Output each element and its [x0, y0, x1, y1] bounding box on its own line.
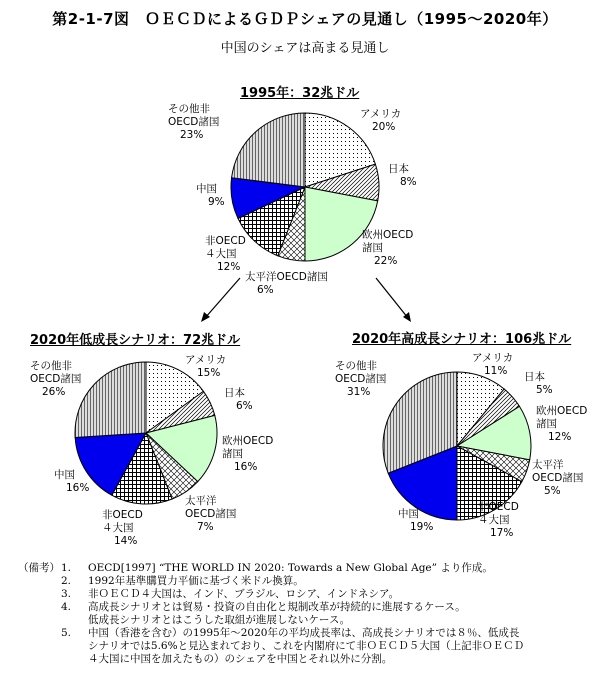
slice-label-0-0: アメリカ 20% — [360, 108, 402, 133]
slice-label-2-6: その他非 OECD諸国 31% — [335, 360, 387, 398]
note-number: 2. — [61, 575, 72, 587]
pie-2020-high-title: 2020年高成長シナリオ：106兆ドル — [352, 332, 572, 347]
slice-label-0-2: 欧州OECD 諸国 22% — [362, 229, 414, 267]
pie-1995-title: 1995年：32兆ドル — [240, 86, 360, 101]
note-number: 4. — [61, 601, 72, 613]
slice-label-0-1: 日本 8% — [388, 163, 417, 188]
note-text: 非ＯＥＣＤ４大国は、インド、ブラジル、ロシア、インドネシア。 — [88, 588, 400, 600]
note-heading — [18, 627, 61, 640]
figure-subtitle: 中国のシェアは高まる見通し — [220, 41, 390, 56]
arrow-to-low-scenario — [201, 278, 240, 322]
figure-title: 第2-1-7図 ＯＥＣＤによるＧＤＰシェアの見通し（1995～2020年） — [52, 10, 558, 28]
slice-label-2-4: 非OECD ４大国 17% — [478, 501, 519, 539]
pie-2020-low — [30, 354, 273, 547]
note-number: 3. — [61, 588, 72, 600]
pie-2020-low-title: 2020年低成長シナリオ：72兆ドル — [30, 333, 241, 348]
note-line: シナリオでは5.6%と見込まれており、これを内閣府にて非ＯＥＣＤ５大国（上記非ＯＥＣＤ — [88, 640, 525, 652]
note-line — [18, 575, 608, 588]
note-text: 高成長シナリオとは貿易・投資の自由化と規制改革が持続的に進展するケース。 — [88, 601, 466, 613]
note-number: 1. — [61, 562, 72, 574]
slice-label-1-1: 日本 6% — [224, 387, 253, 412]
note-heading — [18, 588, 61, 601]
note-heading — [18, 601, 61, 614]
slice-label-2-5: 中国 19% — [398, 508, 434, 533]
pie-slice-0-6 — [232, 113, 305, 187]
note-number: 5. — [61, 627, 72, 639]
slice-label-2-1: 日本 5% — [524, 371, 553, 396]
slice-label-0-3: 太平洋OECD諸国 6% — [245, 271, 328, 296]
note-line — [18, 588, 608, 601]
slice-label-1-6: その他非 OECD諸国 26% — [30, 360, 82, 398]
slice-label-1-3: 太平洋 OECD諸国 7% — [185, 495, 237, 533]
notes — [18, 562, 608, 666]
note-text: OECD[1997] “THE WORLD IN 2020: Towards a New Global Age” より作成。 — [88, 562, 493, 574]
slice-label-1-2: 欧州OECD 諸国 16% — [222, 435, 274, 473]
pie-2020-high — [335, 352, 587, 539]
note-line — [18, 601, 608, 614]
note-line: 低成長シナリオとはこうした取組が進展しないケース。 — [88, 614, 351, 626]
note-heading — [18, 575, 61, 588]
slice-label-2-2: 欧州OECD 諸国 12% — [536, 405, 588, 443]
slice-label-0-4: 非OECD ４大国 12% — [205, 235, 246, 273]
slice-label-2-0: アメリカ 11% — [472, 352, 514, 377]
slice-label-2-3: 太平洋 OECD諸国 5% — [532, 459, 584, 497]
note-text: 1992年基準購買力平価に基づく米ドル換算。 — [88, 575, 304, 587]
note-line — [18, 562, 608, 575]
note-line: ４大国に中国を加えたもの）のシェアを中国とそれ以外に分割。 — [88, 653, 393, 665]
slice-label-1-5: 中国 16% — [54, 469, 90, 494]
pie-1995 — [168, 102, 417, 296]
slice-label-1-4: 非OECD ４大国 14% — [102, 509, 143, 547]
arrow-to-high-scenario — [376, 278, 411, 322]
slice-label-0-5: 中国 9% — [196, 183, 225, 208]
pie-slice-1-6 — [75, 362, 146, 437]
slice-label-0-6: その他非 OECD諸国 23% — [168, 103, 220, 141]
note-text: 中国（香港を含む）の1995年～2020年の平均成長率は、高成長シナリオでは８％、低成長 — [88, 627, 520, 639]
note-heading: （備考） — [18, 562, 60, 574]
note-line — [18, 627, 608, 640]
slice-label-1-0: アメリカ 15% — [185, 354, 227, 379]
